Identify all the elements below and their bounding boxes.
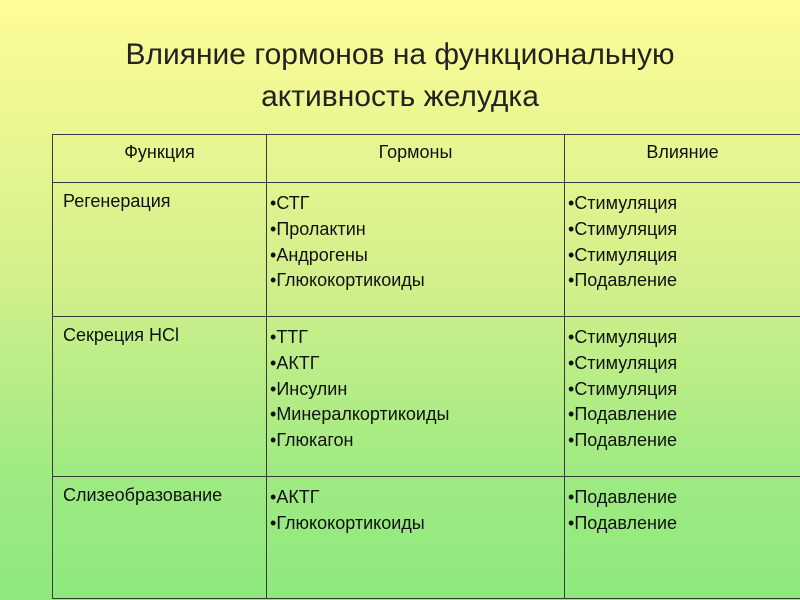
hormone-item: • Инсулин: [270, 377, 564, 403]
header-function: Функция: [53, 135, 267, 183]
hormone-item: • АКТГ: [270, 351, 564, 377]
effect-item: • Подавление: [568, 428, 800, 454]
table-row: [53, 477, 800, 599]
effect-item: • Подавление: [568, 402, 800, 428]
page-title: [0, 34, 800, 118]
hormones-cell: [267, 477, 565, 599]
hormone-item: • Глюкагон: [270, 428, 564, 454]
effect-item: • Подавление: [568, 268, 800, 294]
effect-item: • Стимуляция: [568, 191, 800, 217]
effect-item: • Подавление: [568, 511, 800, 537]
effects-cell: [565, 183, 800, 317]
effect-item: • Стимуляция: [568, 243, 800, 269]
hormone-item: • СТГ: [270, 191, 564, 217]
hormone-item: • Минералкортикоиды: [270, 402, 564, 428]
table-header-row: [53, 135, 800, 183]
effect-item: • Стимуляция: [568, 325, 800, 351]
effect-item: • Подавление: [568, 485, 800, 511]
function-cell: Секреция НСl: [53, 317, 267, 477]
hormone-item: • Глюкокортикоиды: [270, 511, 564, 537]
effects-cell: [565, 477, 800, 599]
header-hormones: Гормоны: [267, 135, 565, 183]
title-line-1: Влияние гормонов на функциональную: [125, 38, 675, 71]
hormone-item: • Глюкокортикоиды: [270, 268, 564, 294]
table-row: [53, 317, 800, 477]
hormone-item: • Пролактин: [270, 217, 564, 243]
hormone-item: • Андрогены: [270, 243, 564, 269]
effect-item: • Стимуляция: [568, 217, 800, 243]
function-cell: Слизеобразование: [53, 477, 267, 599]
title-line-2: активность желудка: [261, 80, 539, 113]
function-cell: Регенерация: [53, 183, 267, 317]
table-row: [53, 183, 800, 317]
effect-item: • Стимуляция: [568, 377, 800, 403]
hormones-cell: [267, 183, 565, 317]
hormone-effects-table: [52, 134, 800, 599]
hormone-item: • ТТГ: [270, 325, 564, 351]
effect-item: • Стимуляция: [568, 351, 800, 377]
hormone-item: • АКТГ: [270, 485, 564, 511]
hormones-cell: [267, 317, 565, 477]
effects-cell: [565, 317, 800, 477]
header-effect: Влияние: [565, 135, 800, 183]
